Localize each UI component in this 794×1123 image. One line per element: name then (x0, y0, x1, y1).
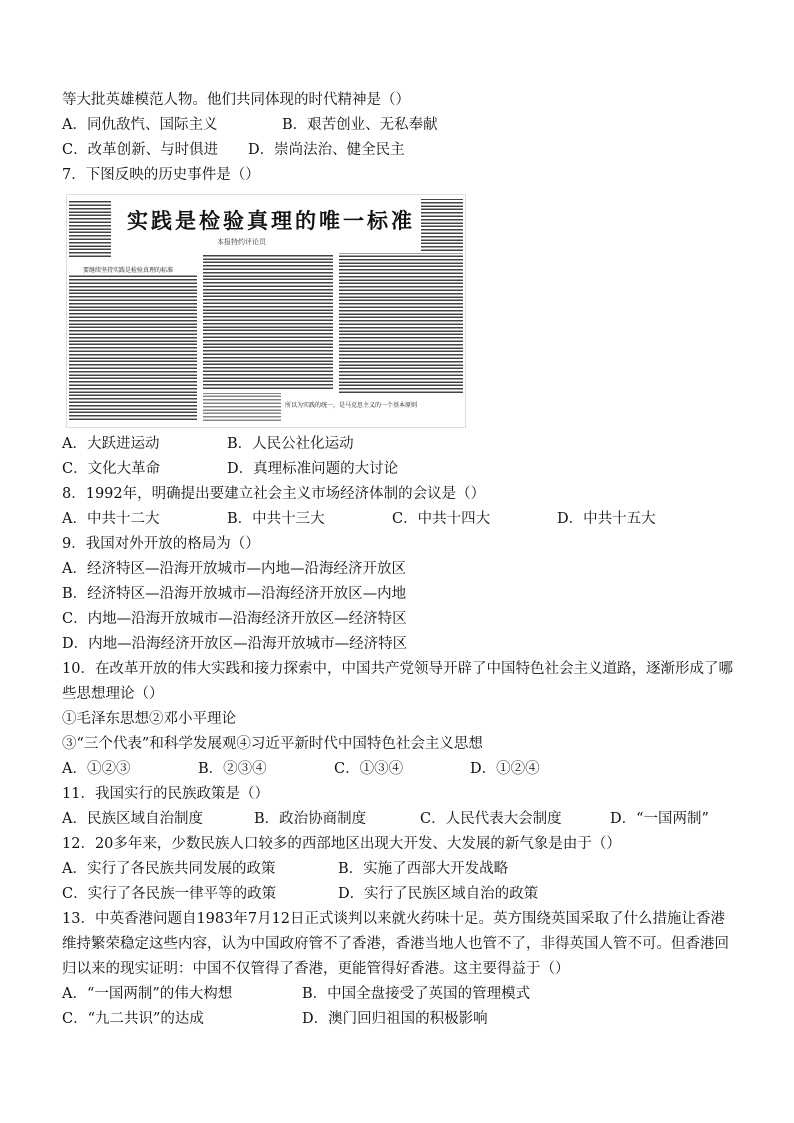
q11-options (62, 807, 742, 832)
q6-option-c[interactable]: C．改革创新、与时俱进 (62, 142, 219, 158)
q7-option-d[interactable]: D．真理标准问题的大讨论 (227, 461, 399, 477)
q11-option-a[interactable]: A．民族区域自治制度 (62, 811, 203, 827)
q10-option-c[interactable]: C．①③④ (334, 761, 404, 777)
q12-options-row1 (62, 857, 742, 882)
figure-caption: 所以为实践的统一，是马克思主义的一个基本原则 (283, 399, 419, 410)
q9-option-a[interactable]: A．经济特区—沿海开放城市—内地—沿海经济开放区 (62, 561, 406, 577)
newspaper-figure (66, 194, 466, 428)
q10-items-1: ①毛泽东思想②邓小平理论 (62, 711, 236, 727)
figure-text-block (421, 199, 463, 251)
q13-stem: 13．中英香港问题自1983年7月12日正式谈判以来就火药味十足。英方围绕英国采取了什么措施让香港维持繁荣稳定这些内容，认为中国政府管不了香港，香港当地人也管不了，非得英国人管不可。但香港回归以来的现实证明：中国不仅管得了香港，更能管得好香港。这主要得益于（） (62, 911, 729, 977)
q12-option-a[interactable]: A．实行了各民族共同发展的政策 (62, 861, 276, 877)
figure-text-block (69, 275, 197, 420)
q13-options-row2 (62, 1007, 742, 1032)
q6-option-d[interactable]: D．崇尚法治、健全民主 (248, 142, 405, 158)
q12-option-b[interactable]: B．实施了西部大开发战略 (338, 861, 509, 877)
q13-option-d[interactable]: D．澳门回归祖国的积极影响 (302, 1011, 488, 1027)
q9-option-c[interactable]: C．内地—沿海开放城市—沿海经济开放区—经济特区 (62, 611, 407, 627)
q9-option-b[interactable]: B．经济特区—沿海开放城市—沿海经济开放区—内地 (62, 586, 407, 602)
q8-option-c[interactable]: C．中共十四大 (392, 511, 491, 527)
q6-option-b[interactable]: B．艰苦创业、无私奉献 (282, 117, 438, 133)
q9-option-d[interactable]: D．内地—沿海经济开放区—沿海开放城市—经济特区 (62, 636, 408, 652)
q6-option-a[interactable]: A．同仇敌忾、国际主义 (62, 117, 218, 133)
q7-options-row2 (62, 457, 742, 482)
figure-text-block (69, 199, 111, 257)
figure-text-block (203, 253, 333, 389)
q12-stem: 12．20多年来，少数民族人口较多的西部地区出现大开发、大发展的新气象是由于（） (62, 836, 621, 852)
q6-options-row1 (62, 113, 742, 138)
figure-side-label: 要继续坚持实践是检验真理的标准 (83, 267, 174, 274)
figure-text-block (339, 253, 463, 393)
q12-option-d[interactable]: D．实行了民族区域自治的政策 (338, 886, 539, 902)
q13-option-b[interactable]: B．中国全盘接受了英国的管理模式 (302, 986, 531, 1002)
q7-option-c[interactable]: C．文化大革命 (62, 461, 161, 477)
q8-stem: 8．1992年，明确提出要建立社会主义市场经济体制的会议是（） (62, 486, 486, 502)
q8-option-a[interactable]: A．中共十二大 (62, 511, 160, 527)
q6-stem: 等大批英雄模范人物。他们共同体现的时代精神是（） (62, 92, 410, 108)
q7-option-a[interactable]: A．大跃进运动 (62, 436, 160, 452)
q13-options-row1 (62, 982, 742, 1007)
q10-option-d[interactable]: D．①②④ (470, 761, 540, 777)
q13-option-c[interactable]: C．“九二共识”的达成 (62, 1011, 204, 1027)
q10-stem: 10．在改革开放的伟大实践和接力探索中，中国共产党领导开辟了中国特色社会主义道路，逐渐形成了哪些思想理论（） (62, 661, 733, 702)
q10-items-2: ③“三个代表”和科学发展观④习近平新时代中国特色社会主义思想 (62, 736, 483, 752)
q11-stem: 11．我国实行的民族政策是（） (62, 786, 269, 802)
q9-stem: 9．我国对外开放的格局为（） (62, 536, 260, 552)
figure-byline: 本报特约评论员 (217, 238, 266, 246)
q10-option-a[interactable]: A．①②③ (62, 761, 131, 777)
q7-options-row1 (62, 432, 742, 457)
q11-option-d[interactable]: D．“一国两制” (610, 811, 709, 827)
q10-option-b[interactable]: B．②③④ (198, 761, 267, 777)
exam-page (62, 88, 742, 1032)
figure-headline: 实践是检验真理的唯一标准 (127, 208, 415, 233)
q7-option-b[interactable]: B．人民公社化运动 (227, 436, 354, 452)
q12-option-c[interactable]: C．实行了各民族一律平等的政策 (62, 886, 277, 902)
q7-stem: 7．下图反映的历史事件是（） (62, 167, 260, 183)
q10-options (62, 757, 742, 782)
q13-option-a[interactable]: A．“一国两制”的伟大构想 (62, 986, 233, 1002)
q6-options-row2 (62, 138, 742, 163)
q12-options-row2 (62, 882, 742, 907)
q8-option-b[interactable]: B．中共十三大 (227, 511, 325, 527)
q8-option-d[interactable]: D．中共十五大 (557, 511, 656, 527)
q11-option-b[interactable]: B．政治协商制度 (254, 811, 367, 827)
figure-text-block (203, 393, 281, 421)
q8-options (62, 507, 742, 532)
q11-option-c[interactable]: C．人民代表大会制度 (420, 811, 562, 827)
